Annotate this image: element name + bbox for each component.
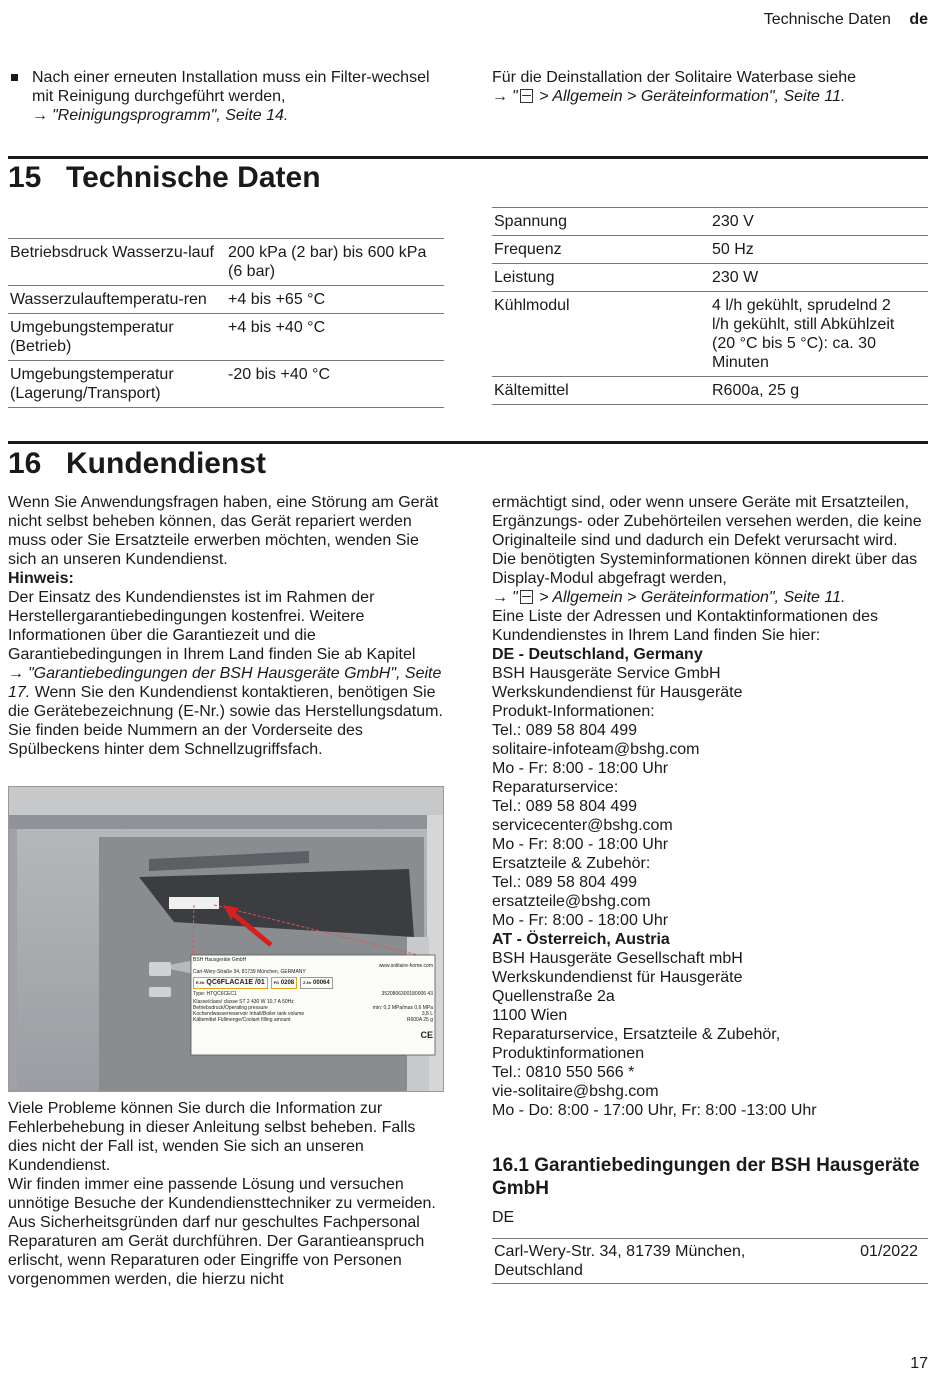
label-pressure-value: min: 0,2 MPa/max 0,6 MPa: [372, 1005, 433, 1011]
spec-key: Umgebungstemperatur (Lagerung/Transport): [8, 361, 226, 408]
section-16-left-column-top: [8, 493, 448, 759]
note-label: Hinweis:: [8, 570, 74, 587]
label-fd-label: FD: [273, 980, 280, 985]
spec-key: Umgebungstemperatur (Betrieb): [8, 314, 226, 361]
spec-table-right: [492, 207, 928, 405]
contact-line: BSH Hausgeräte Gesellschaft mbH: [492, 950, 743, 967]
section-16-heading: [8, 446, 266, 482]
arrow-icon: →: [492, 589, 508, 606]
contact-line: Mo - Do: 8:00 - 17:00 Uhr, Fr: 8:00 -13:00 Uhr: [492, 1102, 817, 1119]
paragraph: Wenn Sie Anwendungsfragen haben, eine Störung am Gerät nicht selbst beheben können, das Gerät repariert werden muss oder Sie Ersatzteile erwerben möchten, wenden Sie sich an unseren Kundendienst.: [8, 494, 439, 568]
cross-reference-link[interactable]: [512, 88, 845, 105]
label-volume-value: 3,8 L: [421, 1011, 433, 1017]
spec-key: Betriebsdruck Wasserzu-lauf: [8, 239, 226, 286]
spec-key: Wasserzulauftemperatu-ren: [8, 286, 226, 314]
spec-value: 230 V: [710, 208, 928, 236]
warranty-address-table: [492, 1238, 928, 1284]
subsection-heading: 16.1 Garantiebedingungen der BSH Hausgeräte GmbH: [492, 1155, 920, 1199]
paragraph: Viele Probleme können Sie durch die Information zur Fehlerbehebung in dieser Anleitung selbst beheben. Falls dies nicht der Fall ist, wenden Sie sich an unseren Kundendienst.: [8, 1100, 416, 1174]
header-language: de: [909, 11, 928, 28]
contact-line[interactable]: ersatzteile@bshg.com: [492, 893, 651, 910]
spec-key: Spannung: [492, 208, 710, 236]
label-fd-box: [271, 977, 297, 989]
label-refrigerant-value: R600A 25 g: [406, 1017, 433, 1023]
intro-left: [8, 68, 448, 125]
label-znr-box: [300, 977, 333, 989]
spec-key: Kältemittel: [492, 377, 710, 405]
cross-reference-link[interactable]: "Reinigungsprogramm", Seite 14.: [52, 107, 289, 124]
quote-mark: ": [512, 88, 518, 105]
note-text: Der Einsatz des Kundendienstes ist im Rahmen der Herstellergarantiebedingungen kostenfrei. Weitere Informationen über die Garantiezeit und die Garantiebedingungen in Ihrem Land finden Sie ab Kapitel: [8, 589, 416, 663]
section-rule: [8, 441, 928, 444]
warranty-date: 01/2022: [792, 1239, 928, 1284]
table-row: [492, 236, 928, 264]
contact-line[interactable]: solitaire-infoteam@bshg.com: [492, 741, 700, 758]
label-address: Carl-Wery-Straße 34, 81739 München, GERMANY: [193, 969, 306, 975]
spec-value: 4 l/h gekühlt, sprudelnd 2 l/h gekühlt, still Abkühlzeit (20 °C bis 5 °C): ca. 30 Minuten: [710, 292, 928, 377]
intro-right-text: Für die Deinstallation der Solitaire Waterbase siehe: [492, 69, 857, 86]
paragraph: Wir finden immer eine passende Lösung und versuchen unnötige Besuche der Kundendiensttechniker zu vermeiden.: [8, 1176, 436, 1212]
country-heading-de: DE - Deutschland, Germany: [492, 646, 703, 663]
arrow-icon: →: [32, 107, 48, 124]
table-row: [8, 314, 444, 361]
intro-bullet: [8, 68, 448, 125]
contact-line: Mo - Fr: 8:00 - 18:00 Uhr: [492, 760, 669, 777]
contact-line[interactable]: servicecenter@bshg.com: [492, 817, 673, 834]
contact-line: Werkskundendienst für Hausgeräte: [492, 969, 743, 986]
contact-line: Tel.: 089 58 804 499: [492, 722, 638, 739]
contact-line: Reparaturservice, Ersatzteile & Zubehör, Produktinformationen: [492, 1026, 781, 1062]
contact-line: Tel.: 089 58 804 499: [492, 874, 638, 891]
table-row: [492, 377, 928, 405]
label-enr-value: QC6FLACA1E /01: [206, 979, 265, 986]
section-rule: [8, 156, 928, 159]
intro-right: [492, 68, 932, 106]
label-class-line: Klasse/class/ classe ST 2 430 W 10,7 A 50Hz: [193, 999, 294, 1005]
spec-key: Kühlmodul: [492, 292, 710, 377]
table-row: [8, 361, 444, 408]
section-16-right-column: [492, 493, 932, 1120]
header-section-title: Technische Daten: [763, 11, 891, 28]
running-header: [764, 10, 928, 29]
spec-value: 200 kPa (2 bar) bis 600 kPa (6 bar): [226, 239, 444, 286]
contact-line: Mo - Fr: 8:00 - 18:00 Uhr: [492, 836, 669, 853]
page-number: 17: [910, 1355, 928, 1372]
section-title: Kundendienst: [66, 447, 266, 480]
paragraph: Eine Liste der Adressen und Kontaktinformationen des Kundendienstes in Ihrem Land finden Sie hier:: [492, 608, 879, 644]
table-row: [492, 208, 928, 236]
spec-key: Leistung: [492, 264, 710, 292]
quote-mark: ": [512, 589, 518, 606]
section-title: Technische Daten: [66, 161, 321, 194]
paragraph-text: Die benötigten Systeminformationen können direkt über das Display-Modul abgefragt werden,: [492, 551, 918, 587]
cross-reference-text: > Allgemein > Geräteinformation", Seite 11.: [534, 88, 846, 105]
warranty-address: Carl-Wery-Str. 34, 81739 München, Deutschland: [492, 1239, 792, 1284]
label-type: Type: HTQC6CEC1: [193, 991, 237, 997]
label-znr-label: Z-Nr: [303, 980, 312, 985]
label-fd-value: 0208: [280, 980, 295, 986]
spec-key: Frequenz: [492, 236, 710, 264]
spec-value: R600a, 25 g: [710, 377, 928, 405]
note-paragraph: [8, 588, 448, 759]
arrow-icon: →: [492, 88, 508, 105]
table-row: [492, 292, 928, 377]
paragraph: ermächtigt sind, oder wenn unsere Geräte mit Ersatzteilen, Ergänzungs- oder Zubehörteilen versehen werden, die keine Originalteile sind und dadurch ein Defekt verursacht wird.: [492, 494, 922, 549]
label-pressure-line: Betriebsdruck/Operating pressure: [193, 1005, 268, 1011]
ce-mark: CE: [420, 1030, 433, 1040]
table-row: [8, 286, 444, 314]
spec-value: -20 bis +40 °C: [226, 361, 444, 408]
contact-line: Mo - Fr: 8:00 - 18:00 Uhr: [492, 912, 669, 929]
cross-reference-link[interactable]: [512, 589, 845, 606]
label-company: BSH Hausgeräte GmbH: [193, 957, 247, 963]
spec-value: +4 bis +65 °C: [226, 286, 444, 314]
type-plate-photo: [8, 786, 444, 1092]
contact-line: Tel.: 0810 550 566 *: [492, 1064, 635, 1081]
table-row: [492, 1239, 928, 1284]
spec-value: +4 bis +40 °C: [226, 314, 444, 361]
contact-line: Ersatzteile & Zubehör:: [492, 855, 651, 872]
section-16-left-column-bottom: [8, 1099, 448, 1289]
label-refrigerant-line: Kältemittel Füllmenge/Coolant filling amount: [193, 1017, 291, 1023]
paragraph: [492, 550, 932, 607]
section-number: 15: [8, 161, 42, 194]
contact-list-de: [492, 664, 932, 930]
section-number: 16: [8, 447, 42, 480]
label-znr-value: 00064: [313, 980, 330, 986]
contact-line: BSH Hausgeräte Service GmbH: [492, 665, 721, 682]
label-barcode-number: 3520806300180006 43: [381, 991, 433, 997]
spec-value: 50 Hz: [710, 236, 928, 264]
settings-menu-icon: [520, 89, 533, 103]
cross-reference-text: > Allgemein > Geräteinformation", Seite 11.: [534, 589, 846, 606]
contact-line: Quellenstraße 2a: [492, 988, 615, 1005]
table-row: [492, 264, 928, 292]
note-text: Wenn Sie den Kundendienst kontaktieren, benötigen Sie die Gerätebezeichnung (E-Nr.) sowie das Herstellungsdatum. Sie finden beide Nummern an der Vorderseite des Spülbeckens hinter dem Schnellzugriffsfach.: [8, 684, 443, 758]
label-enr-label: E-Nr: [196, 980, 205, 985]
contact-list-at: [492, 949, 932, 1120]
country-heading-at: AT - Österreich, Austria: [492, 931, 670, 948]
intro-bullet-text: Nach einer erneuten Installation muss ein Filter-wechsel mit Reinigung durchgeführt werden,: [32, 69, 430, 105]
spec-value: 230 W: [710, 264, 928, 292]
contact-line: Werkskundendienst für Hausgeräte: [492, 684, 743, 701]
label-enr-box: [193, 977, 268, 989]
section-15-heading: [8, 160, 321, 196]
contact-line: Tel.: 089 58 804 499: [492, 798, 638, 815]
contact-line: 1100 Wien: [492, 1007, 568, 1024]
contact-line: Produkt-Informationen:: [492, 703, 655, 720]
contact-line: Reparaturservice:: [492, 779, 619, 796]
country-code: DE: [492, 1209, 515, 1226]
label-website: www.solitaire-home.com: [378, 963, 433, 969]
table-row: [8, 239, 444, 286]
settings-menu-icon: [520, 590, 533, 604]
contact-line[interactable]: vie-solitaire@bshg.com: [492, 1083, 659, 1100]
label-volume-line: Kochendwasserreservoir Inhalt/Boiler tank volume: [193, 1011, 305, 1017]
arrow-icon: →: [8, 665, 24, 682]
type-label: [193, 957, 433, 1053]
cross-reference-link[interactable]: "Garantiebedingungen der BSH Hausgeräte GmbH", Seite 17.: [8, 665, 442, 701]
spec-table-left: [8, 238, 444, 408]
paragraph: Aus Sicherheitsgründen darf nur geschultes Fachpersonal Reparaturen am Gerät durchführen. Der Garantieanspruch erlischt, wenn Reparaturen oder Eingriffe von Personen vorgenommen werden, die hierzu nicht: [8, 1214, 425, 1288]
